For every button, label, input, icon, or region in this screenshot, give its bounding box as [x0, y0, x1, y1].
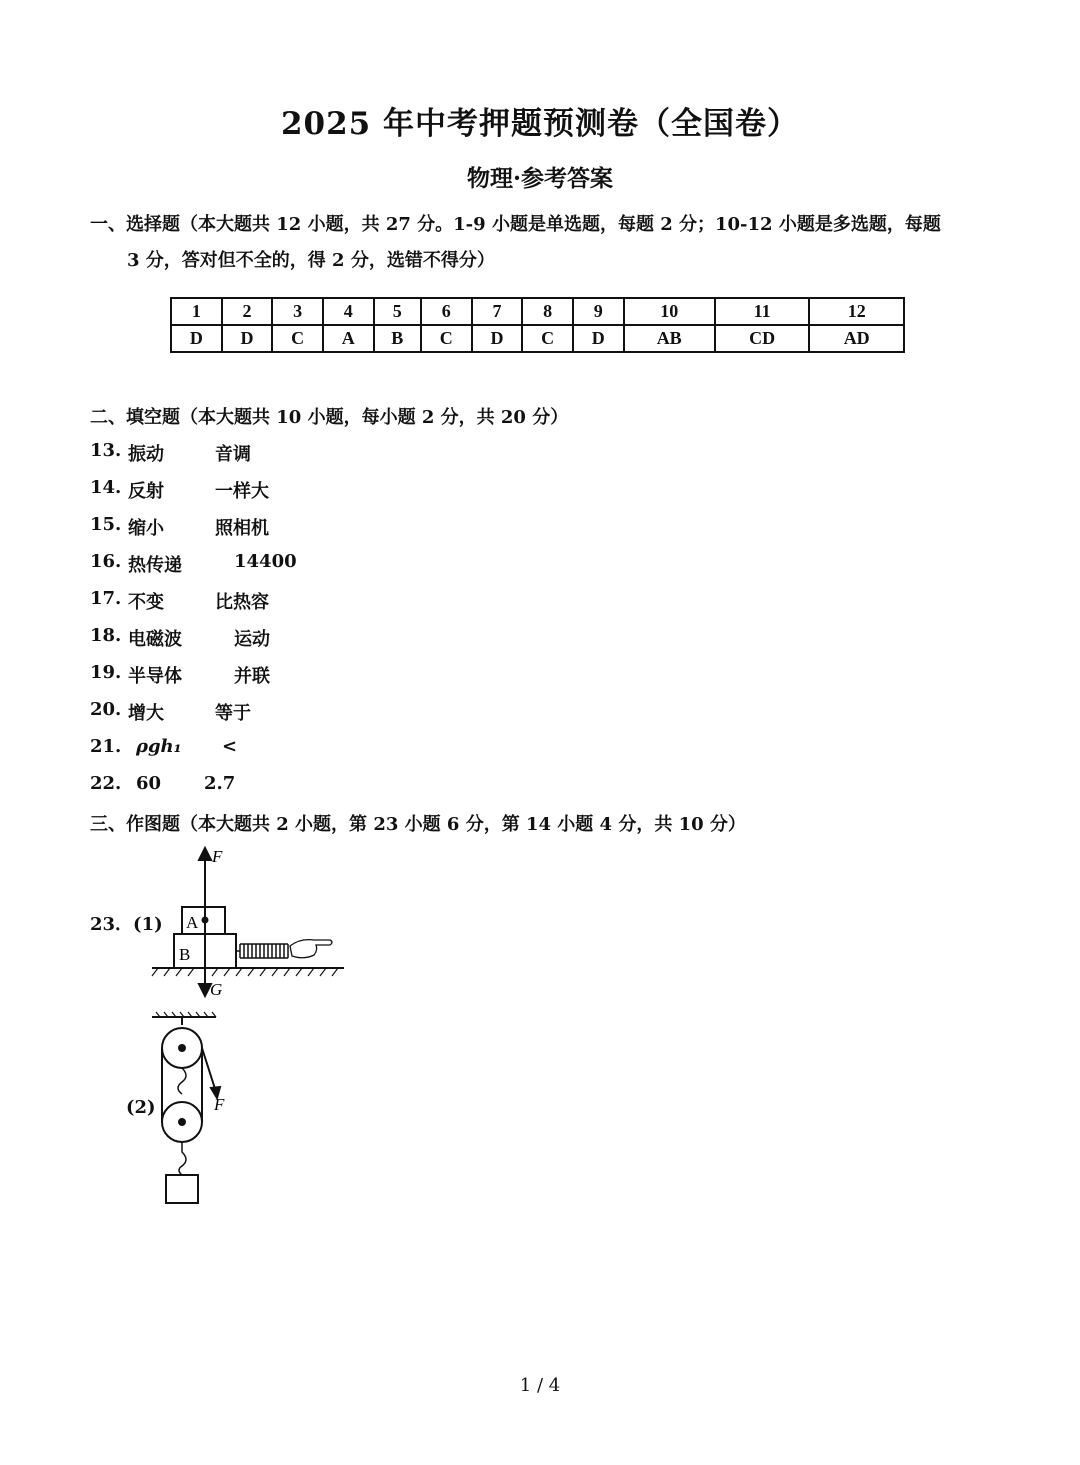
block-b-label: B [179, 945, 191, 964]
answer-2: 照相机 [215, 518, 269, 539]
question-number: 4 [323, 298, 374, 325]
section1-heading-line1: 一、选择题（本大题共 12 小题，共 27 分。1-9 小题是单选题，每题 2 分；10-12 小题是多选题，每题 [90, 214, 941, 235]
answer-2: 一样大 [215, 481, 269, 502]
answer-2: 2.7 [204, 773, 236, 794]
question-number: 8 [522, 298, 573, 325]
block-a-label: A [186, 913, 199, 932]
force-down-label: G [210, 980, 223, 999]
question-number: 6 [421, 298, 472, 325]
answer-cell: A [323, 325, 374, 352]
answer-2: 音调 [215, 444, 251, 465]
arrow-up-icon [199, 848, 211, 860]
weight-block [166, 1175, 198, 1203]
item-number: 21. [90, 736, 122, 757]
answer-cell: AD [809, 325, 904, 352]
figure-pulley-system [152, 1012, 220, 1203]
answer-cell: C [272, 325, 323, 352]
item-number: 15. [90, 514, 122, 535]
question-number: 11 [715, 298, 810, 325]
answer-cell: D [472, 325, 523, 352]
item-number: 13. [90, 440, 122, 461]
question-number: 1 [171, 298, 222, 325]
answer-cell: AB [624, 325, 715, 352]
question-number: 7 [472, 298, 523, 325]
page-number: 1 / 4 [519, 1375, 561, 1396]
item-number: 22. [90, 773, 122, 794]
question-number: 10 [624, 298, 715, 325]
answer-cell: D [171, 325, 222, 352]
item-number: 14. [90, 477, 122, 498]
answer-cell: D [222, 325, 273, 352]
item-number: 20. [90, 699, 122, 720]
item-number: 17. [90, 588, 122, 609]
spring-icon [236, 944, 288, 958]
answer-cell: B [374, 325, 421, 352]
question-23-label: 23．(1) [90, 914, 163, 935]
answer-2: < [222, 736, 238, 757]
answer-1: 缩小 [128, 518, 164, 539]
item-number: 19. [90, 662, 122, 683]
answer-1: 热传递 [128, 555, 182, 576]
page-subtitle: 物理·参考答案 [466, 165, 613, 192]
figure-force-diagram [152, 848, 344, 996]
question-23-part2-label: (2) [126, 1097, 156, 1118]
answer-2: 运动 [234, 629, 270, 650]
answer-cell: D [573, 325, 624, 352]
answer-2: 等于 [215, 703, 251, 724]
answer-1: 60 [136, 773, 162, 794]
answer-2: 并联 [234, 666, 270, 687]
item-number: 16. [90, 551, 122, 572]
answer-cell: C [421, 325, 472, 352]
answer-1: 增大 [128, 703, 164, 724]
question-number: 9 [573, 298, 624, 325]
question-number: 3 [272, 298, 323, 325]
answer-cell: CD [715, 325, 810, 352]
answer-1: 半导体 [128, 666, 182, 687]
answer-cell: C [522, 325, 573, 352]
question-number: 5 [374, 298, 421, 325]
section1-heading-line2: 3 分，答对但不全的，得 2 分，选错不得分） [127, 250, 495, 271]
answer-1: 振动 [128, 444, 164, 465]
section3-heading: 三、作图题（本大题共 2 小题，第 23 小题 6 分，第 14 小题 4 分，共 10 分） [90, 814, 746, 835]
section2-heading: 二、填空题（本大题共 10 小题，每小题 2 分，共 20 分） [90, 407, 569, 428]
question-number: 2 [222, 298, 273, 325]
answer-2: 14400 [234, 551, 297, 572]
question-number: 12 [809, 298, 904, 325]
item-number: 18. [90, 625, 122, 646]
answer-1: 不变 [128, 592, 164, 613]
pulley-force-label: F [214, 1095, 225, 1114]
hand-icon [290, 940, 332, 958]
answer-1: ρgh₁ [136, 736, 182, 757]
page-title: 2025 年中考押题预测卷（全国卷） [280, 106, 800, 142]
answer-2: 比热容 [215, 592, 269, 613]
answer-1: 电磁波 [128, 629, 182, 650]
answer-1: 反射 [128, 481, 164, 502]
force-up-label: F [212, 847, 223, 866]
